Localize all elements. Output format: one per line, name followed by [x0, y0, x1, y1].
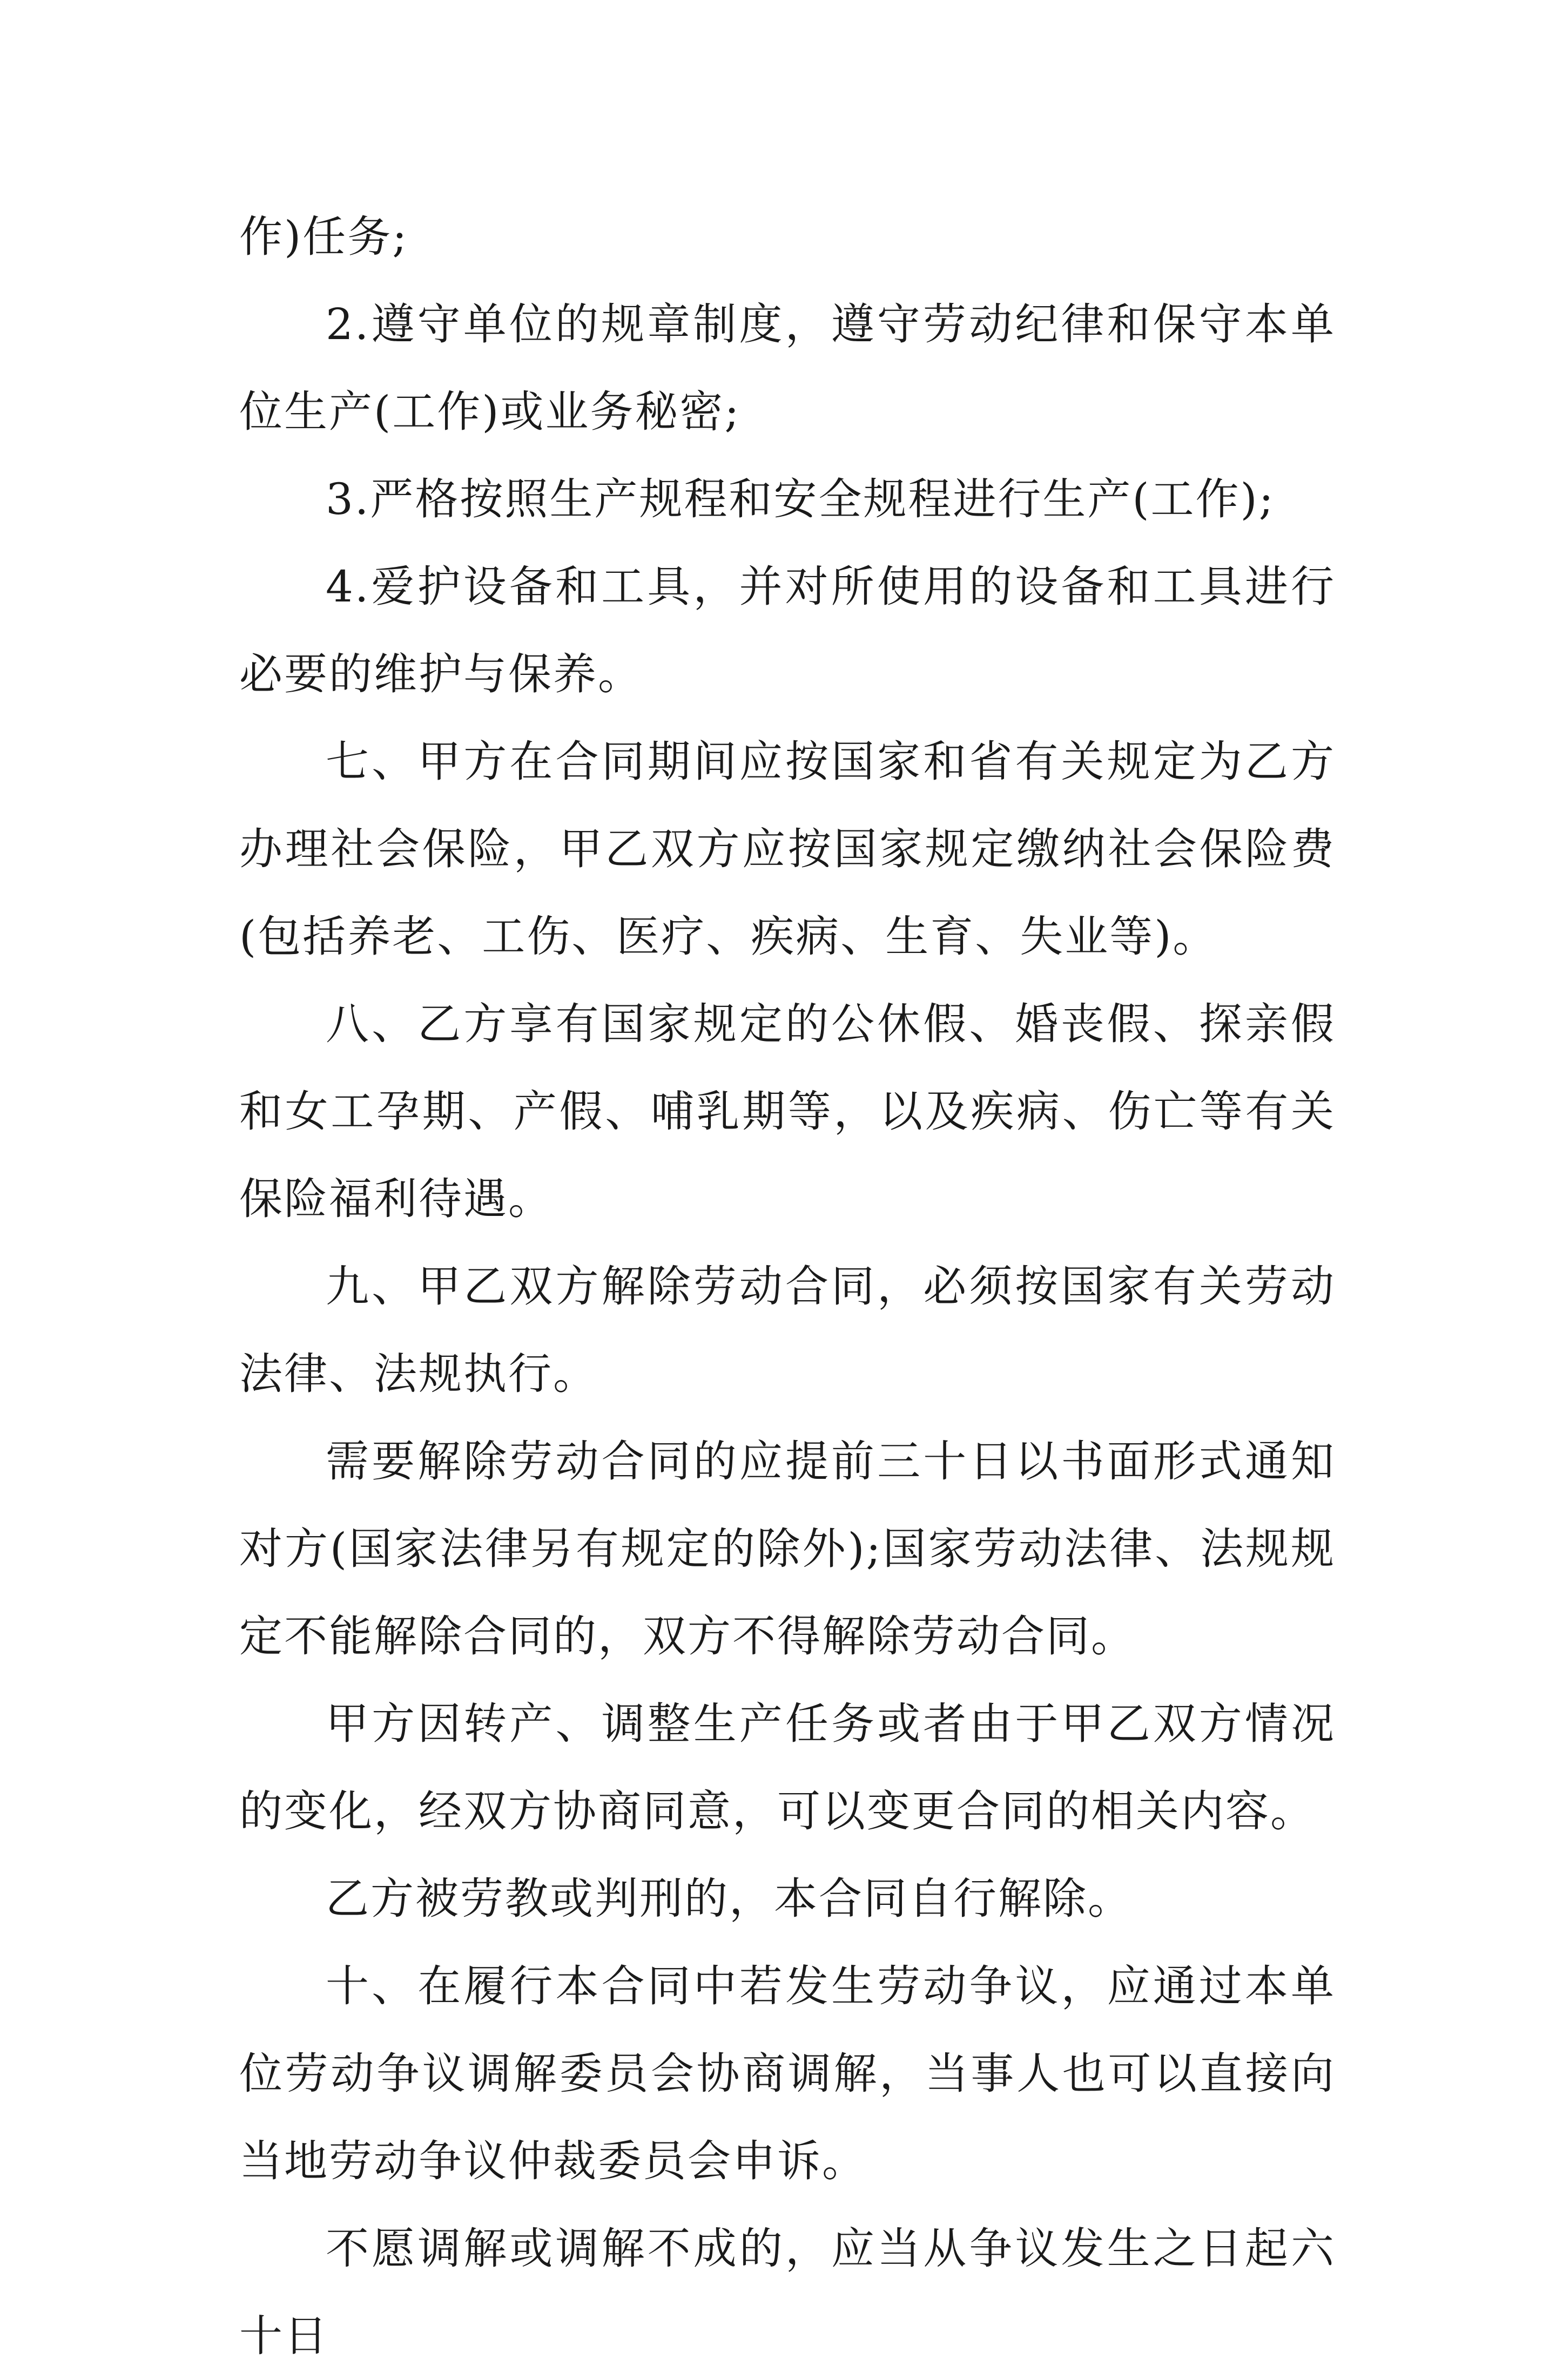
paragraph-item-2: 2.遵守单位的规章制度，遵守劳动纪律和保守本单位生产(工作)或业务秘密; [239, 299, 1336, 437]
paragraph-termination-notice: 需要解除劳动合同的应提前三十日以书面形式通知对方(国家法律另有规定的除外);国家劳动法律、法规规定不能解除合同的，双方不得解除劳动合同。 [239, 1436, 1336, 1661]
paragraph-clause-8: 八、乙方享有国家规定的公休假、婚丧假、探亲假和女工孕期、产假、哺乳期等，以及疾病、伤亡等有关保险福利待遇。 [239, 999, 1336, 1224]
document-body [239, 193, 1336, 2380]
paragraph-contract-change: 甲方因转产、调整生产任务或者由于甲乙双方情况的变化，经双方协商同意，可以变更合同的相关内容。 [239, 1699, 1336, 1836]
paragraph-arbitration: 不愿调解或调解不成的，应当从争议发生之日起六十日 [239, 2223, 1336, 2361]
paragraph-clause-9: 九、甲乙双方解除劳动合同，必须按国家有关劳动法律、法规执行。 [239, 1261, 1336, 1399]
paragraph-clause-10: 十、在履行本合同中若发生劳动争议，应通过本单位劳动争议调解委员会协商调解，当事人也可以直接向当地劳动争议仲裁委员会申诉。 [239, 1961, 1336, 2186]
paragraph-item-4: 4.爱护设备和工具，并对所使用的设备和工具进行必要的维护与保养。 [239, 562, 1336, 699]
paragraph-clause-7: 七、甲方在合同期间应按国家和省有关规定为乙方办理社会保险，甲乙双方应按国家规定缴纳社会保险费(包括养老、工伤、医疗、疾病、生育、失业等)。 [239, 736, 1336, 962]
paragraph-auto-termination: 乙方被劳教或判刑的，本合同自行解除。 [326, 1874, 1133, 1924]
paragraph-continuation: 作)任务; [239, 212, 409, 262]
paragraph-item-3: 3.严格按照生产规程和安全规程进行生产(工作); [326, 474, 1275, 524]
